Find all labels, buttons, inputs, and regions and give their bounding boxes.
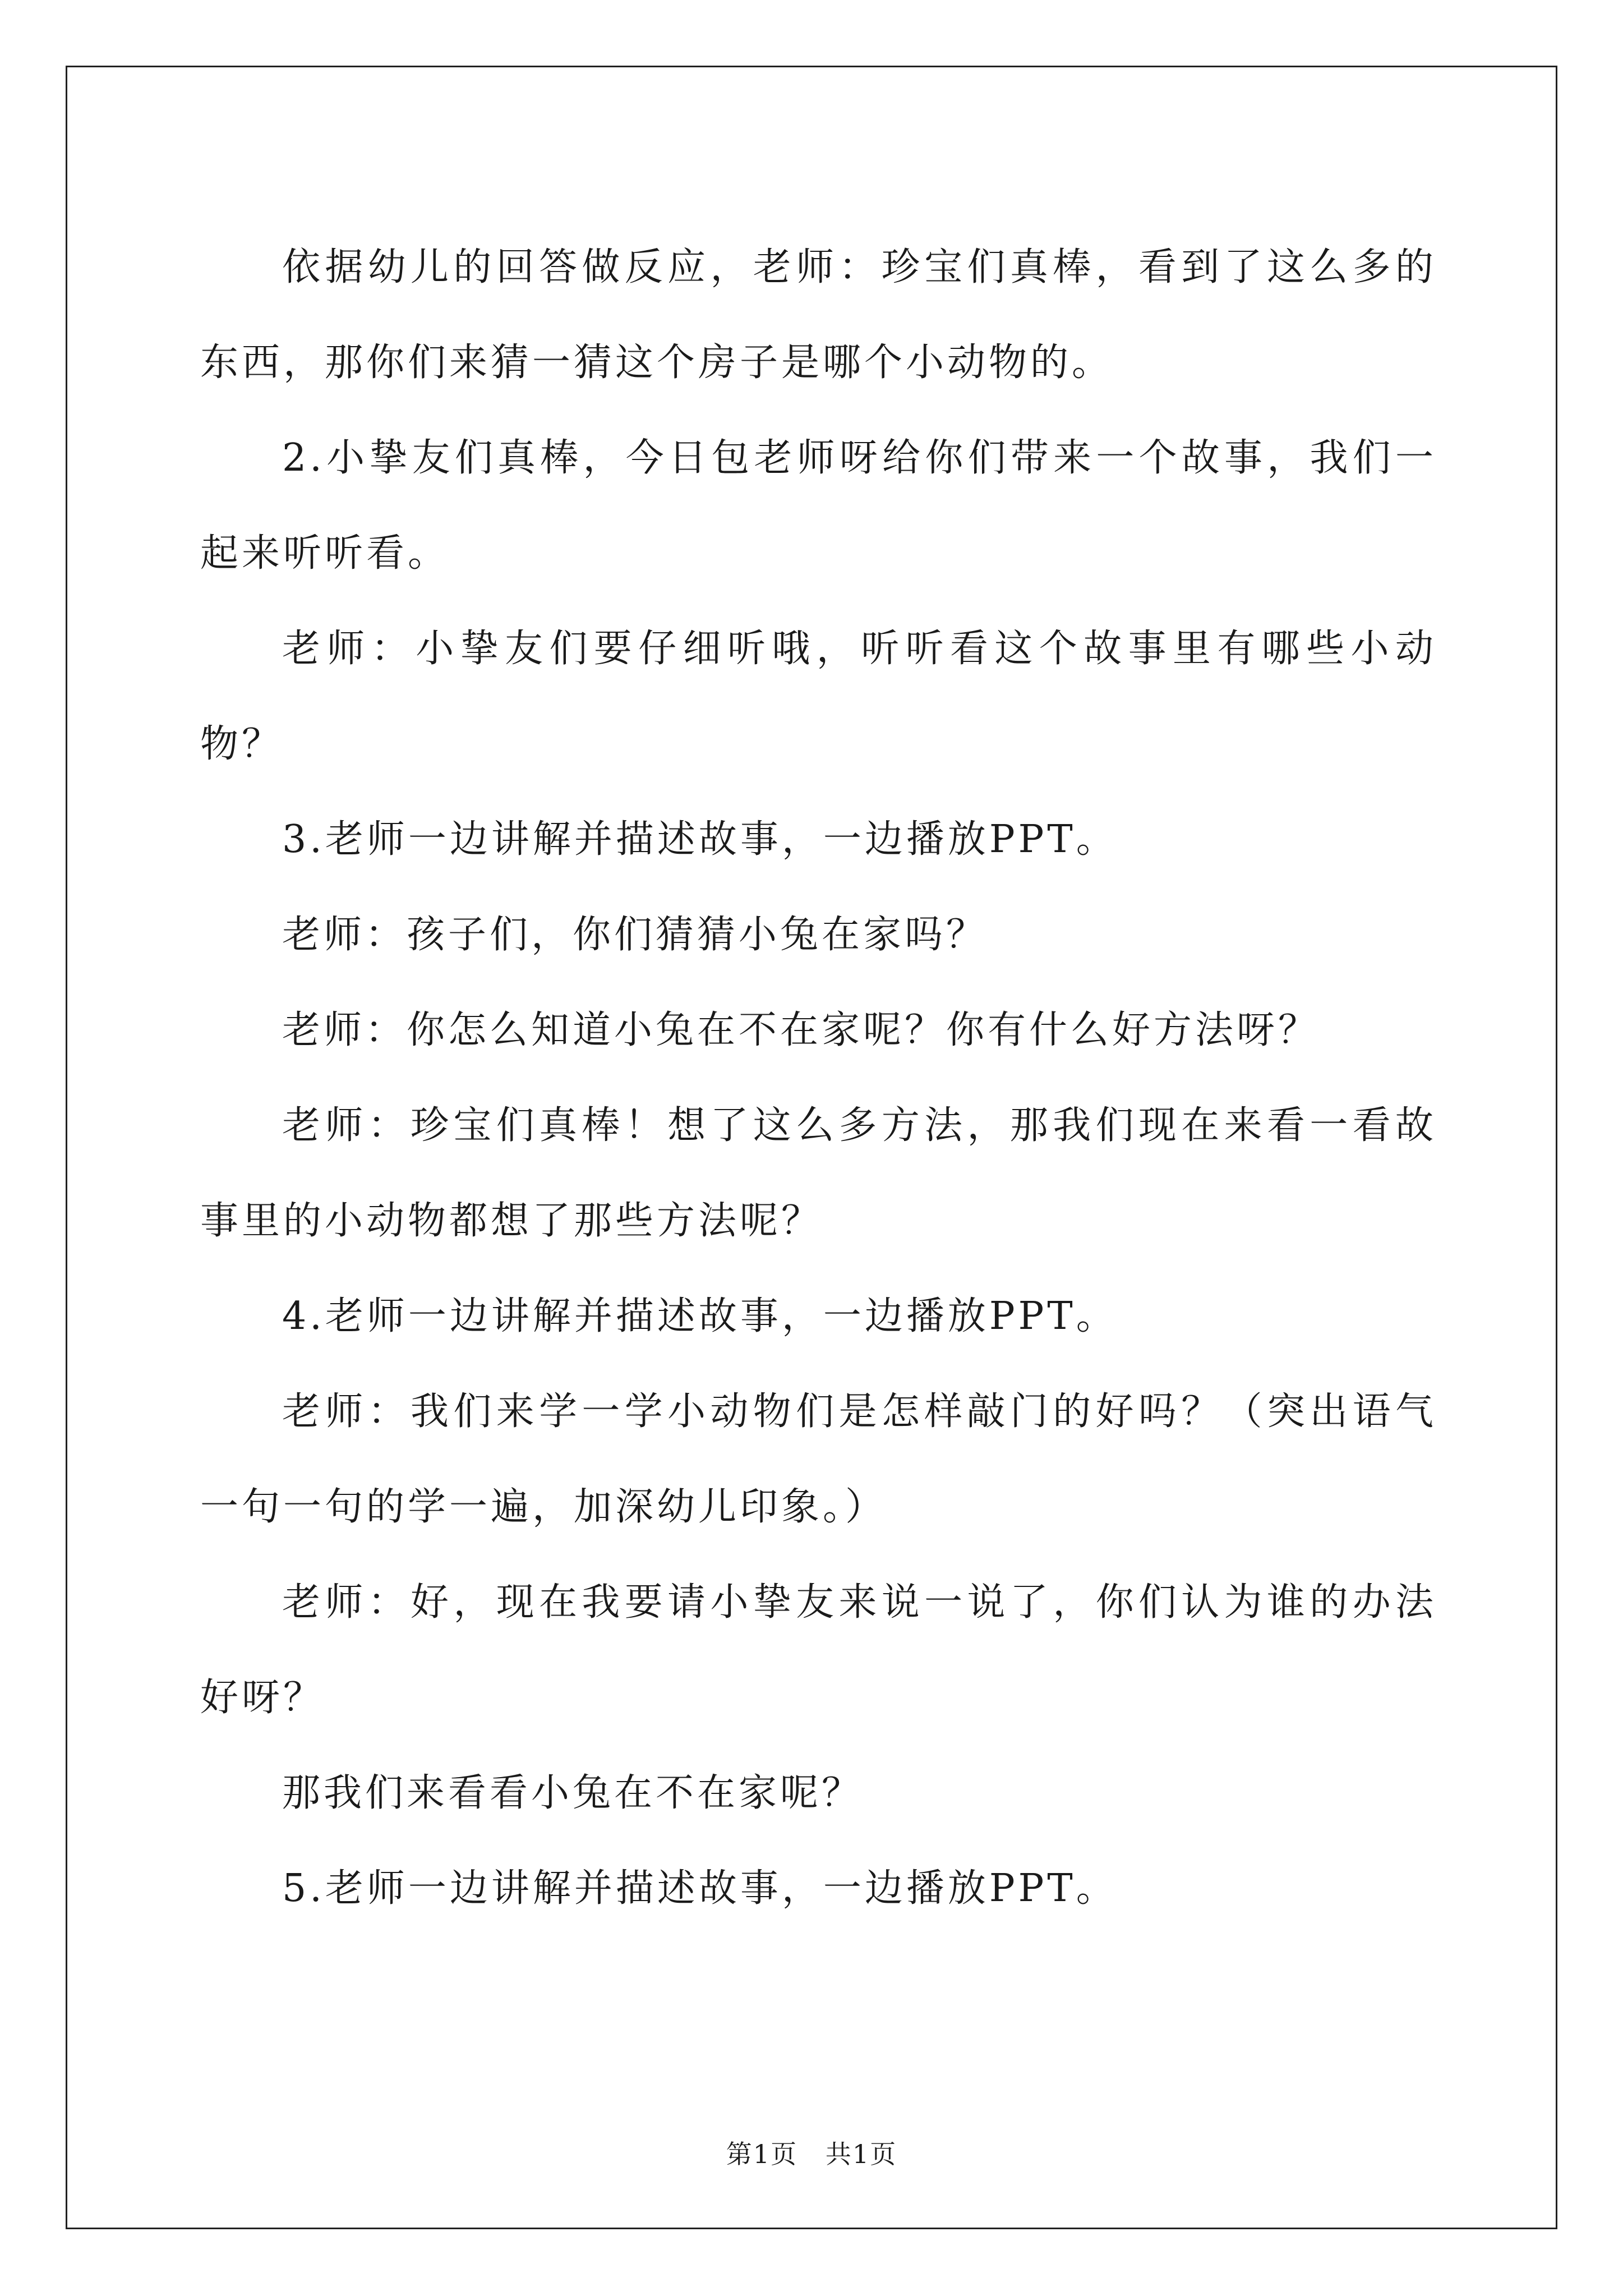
paragraph: 3.老师一边讲解并描述故事，一边播放PPT。: [282, 817, 1118, 862]
paragraph: 4.老师一边讲解并描述故事，一边播放PPT。: [282, 1294, 1118, 1338]
paragraph: 老师：小挚友们要仔细听哦，听听看这个故事里有哪些小动物？: [200, 627, 1437, 766]
paragraph: 老师：珍宝们真棒！想了这么多方法，那我们现在来看一看故事里的小动物都想了那些方法呢？: [200, 1103, 1437, 1243]
paragraph: 那我们来看看小兔在不在家呢？: [282, 1771, 864, 1815]
paragraph: 老师：我们来学一学小动物们是怎样敲门的好吗？（突出语气一句一句的学一遍，加深幼儿印象。）: [200, 1389, 1437, 1529]
document-body: [200, 220, 1437, 1936]
paragraph: 5.老师一边讲解并描述故事，一边播放PPT。: [282, 1866, 1118, 1911]
paragraph: 老师：好，现在我要请小挚友来说一说了，你们认为谁的办法好呀？: [200, 1580, 1437, 1720]
paragraph: 老师：孩子们，你们猜猜小兔在家吗？: [282, 913, 988, 957]
page-footer: 第1页 共1页: [726, 2139, 897, 2169]
paragraph: 依据幼儿的回答做反应，老师：珍宝们真棒，看到了这么多的东西，那你们来猜一猜这个房子是哪个小动物的。: [200, 245, 1437, 385]
paragraph: 老师：你怎么知道小兔在不在家呢？你有什么好方法呀？: [282, 1008, 1320, 1052]
paragraph: 2.小挚友们真棒，今日包老师呀给你们带来一个故事，我们一起来听听看。: [200, 436, 1437, 576]
